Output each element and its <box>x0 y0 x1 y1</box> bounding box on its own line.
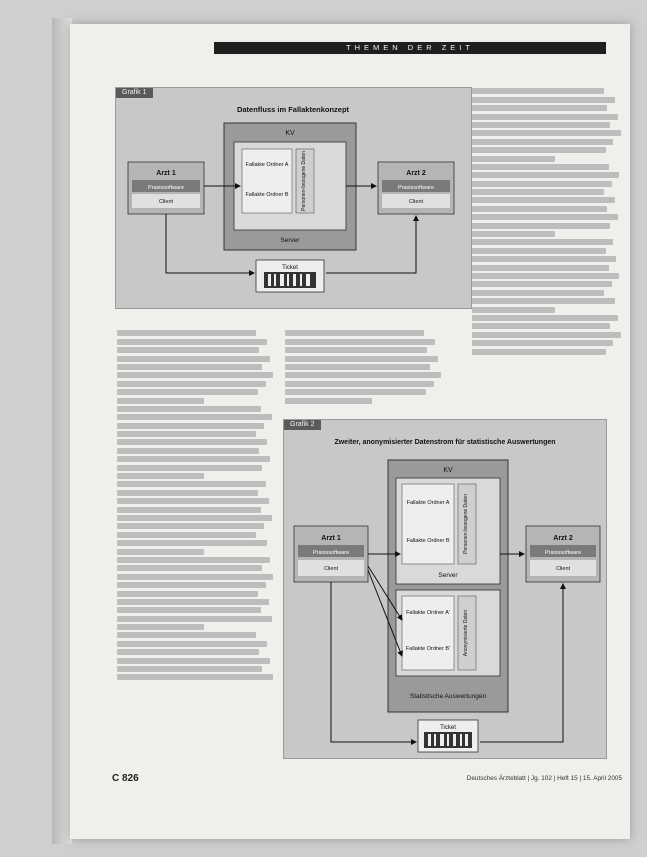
text-line <box>117 423 264 429</box>
text-line <box>472 164 609 170</box>
text-line <box>117 641 267 647</box>
figure-2 <box>283 419 607 759</box>
text-line <box>472 239 613 245</box>
text-line <box>472 130 621 136</box>
text-line <box>472 206 607 212</box>
text-line <box>117 339 267 345</box>
arzt2-software: Praxissoftware <box>397 185 435 191</box>
arzt1-client: Client <box>158 199 174 205</box>
text-line <box>472 298 615 304</box>
text-line <box>285 364 430 370</box>
body-column-1 <box>117 328 275 682</box>
text-line <box>117 389 258 395</box>
text-line <box>117 347 259 353</box>
server-label: Server <box>280 237 300 244</box>
figure-2-diagram <box>284 420 606 758</box>
text-line <box>285 356 438 362</box>
text-line <box>117 431 256 437</box>
arzt1-title: Arzt 1 <box>321 535 341 542</box>
text-line <box>472 315 618 321</box>
text-line <box>472 172 619 178</box>
text-line <box>117 465 262 471</box>
server-label: Server <box>438 572 458 579</box>
ordner-a-label: Fallakte Ordner A <box>245 162 289 168</box>
personen-label: Personen-bezogene Daten <box>301 151 307 211</box>
text-line <box>117 616 272 622</box>
fallakte-container <box>242 149 292 213</box>
arzt2-client: Client <box>555 566 571 572</box>
text-line <box>117 481 266 487</box>
text-line <box>472 88 604 94</box>
arzt2-title: Arzt 2 <box>553 535 573 542</box>
text-line <box>472 114 618 120</box>
arzt1-software: Praxissoftware <box>312 550 350 556</box>
stat-label: Statistische Auswertungen <box>409 693 487 700</box>
arzt1-software: Praxissoftware <box>147 185 185 191</box>
text-line <box>285 339 435 345</box>
text-line <box>285 381 434 387</box>
text-line <box>117 582 266 588</box>
kv-label: KV <box>285 130 295 137</box>
text-line <box>117 658 270 664</box>
text-line <box>117 406 261 412</box>
section-header: THEMEN DER ZEIT <box>214 42 606 54</box>
figure-1-diagram <box>116 88 471 308</box>
anon-label: Anonymisierte Daten <box>463 609 469 657</box>
text-line <box>472 197 615 203</box>
ordner-b-label: Fallakte Ordner B <box>245 192 289 198</box>
text-line <box>117 565 262 571</box>
ordner-a-label: Fallakte Ordner A <box>406 500 450 506</box>
text-line <box>117 381 266 387</box>
text-line <box>472 332 621 338</box>
text-line <box>117 666 262 672</box>
fallakte-container <box>402 484 454 564</box>
text-line <box>117 607 261 613</box>
text-line <box>117 649 259 655</box>
text-line <box>472 281 612 287</box>
ticket-label: Ticket <box>440 725 456 731</box>
text-line <box>117 473 204 479</box>
text-line <box>117 356 270 362</box>
page-shadow <box>52 18 72 844</box>
arzt1-title: Arzt 1 <box>156 170 176 177</box>
text-line <box>472 273 619 279</box>
barcode-icon <box>424 732 472 748</box>
text-line <box>117 414 272 420</box>
text-line <box>117 372 273 378</box>
kv-label: KV <box>443 467 453 474</box>
text-line <box>472 231 555 237</box>
text-line <box>117 448 259 454</box>
text-line <box>117 490 258 496</box>
text-line <box>117 523 264 529</box>
text-line <box>117 498 269 504</box>
text-line <box>117 456 270 462</box>
journal-citation: Deutsches Ärzteblatt | Jg. 102 | Heft 15 | 15. April 2005 <box>466 775 622 782</box>
text-line <box>472 248 606 254</box>
ordner-a2-label: Fallakte Ordner A' <box>406 610 450 616</box>
text-line <box>117 557 270 563</box>
text-line <box>472 323 610 329</box>
body-column-3 <box>472 86 622 357</box>
text-line <box>117 574 273 580</box>
figure-1-title: Datenfluss im Fallaktenkonzept <box>236 105 350 114</box>
figure-2-tag: Grafik 2 <box>284 420 321 430</box>
text-line <box>117 515 272 521</box>
arzt2-client: Client <box>408 199 424 205</box>
anon-container <box>402 596 454 670</box>
arzt1-client: Client <box>323 566 339 572</box>
text-line <box>117 591 258 597</box>
text-line <box>472 256 616 262</box>
ticket-label: Ticket <box>282 265 298 271</box>
text-line <box>472 223 610 229</box>
figure-1 <box>115 87 472 309</box>
text-line <box>117 674 273 680</box>
text-line <box>285 347 427 353</box>
text-line <box>472 189 604 195</box>
text-line <box>285 389 426 395</box>
text-line <box>472 122 610 128</box>
figure-2-title: Zweiter, anonymisierter Datenstrom für statistische Auswertungen <box>334 439 556 446</box>
text-line <box>117 540 267 546</box>
text-line <box>117 398 204 404</box>
text-line <box>472 181 612 187</box>
text-line <box>472 139 613 145</box>
text-line <box>285 330 424 336</box>
text-line <box>285 398 372 404</box>
text-line <box>285 372 441 378</box>
text-line <box>472 307 555 313</box>
text-line <box>472 156 555 162</box>
arzt2-title: Arzt 2 <box>406 170 426 177</box>
text-line <box>472 147 606 153</box>
text-line <box>472 340 613 346</box>
figure-1-tag: Grafik 1 <box>116 88 153 98</box>
text-line <box>472 290 604 296</box>
body-column-2 <box>285 328 443 406</box>
text-line <box>117 549 204 555</box>
text-line <box>472 105 607 111</box>
text-line <box>117 624 204 630</box>
text-line <box>472 97 615 103</box>
text-line <box>472 265 609 271</box>
text-line <box>472 349 606 355</box>
text-line <box>117 439 267 445</box>
barcode-icon <box>264 272 316 288</box>
arzt2-software: Praxissoftware <box>544 550 582 556</box>
text-line <box>117 532 256 538</box>
ordner-b-label: Fallakte Ordner B <box>406 538 450 544</box>
text-line <box>117 364 262 370</box>
page-number: C 826 <box>112 773 139 784</box>
text-line <box>117 632 256 638</box>
personen-label: Personen-bezogene Daten <box>463 494 469 554</box>
text-line <box>472 214 618 220</box>
page-footer <box>112 773 622 787</box>
text-line <box>117 507 261 513</box>
ordner-b2-label: Fallakte Ordner B' <box>405 646 451 652</box>
text-line <box>117 599 269 605</box>
text-line <box>117 330 256 336</box>
